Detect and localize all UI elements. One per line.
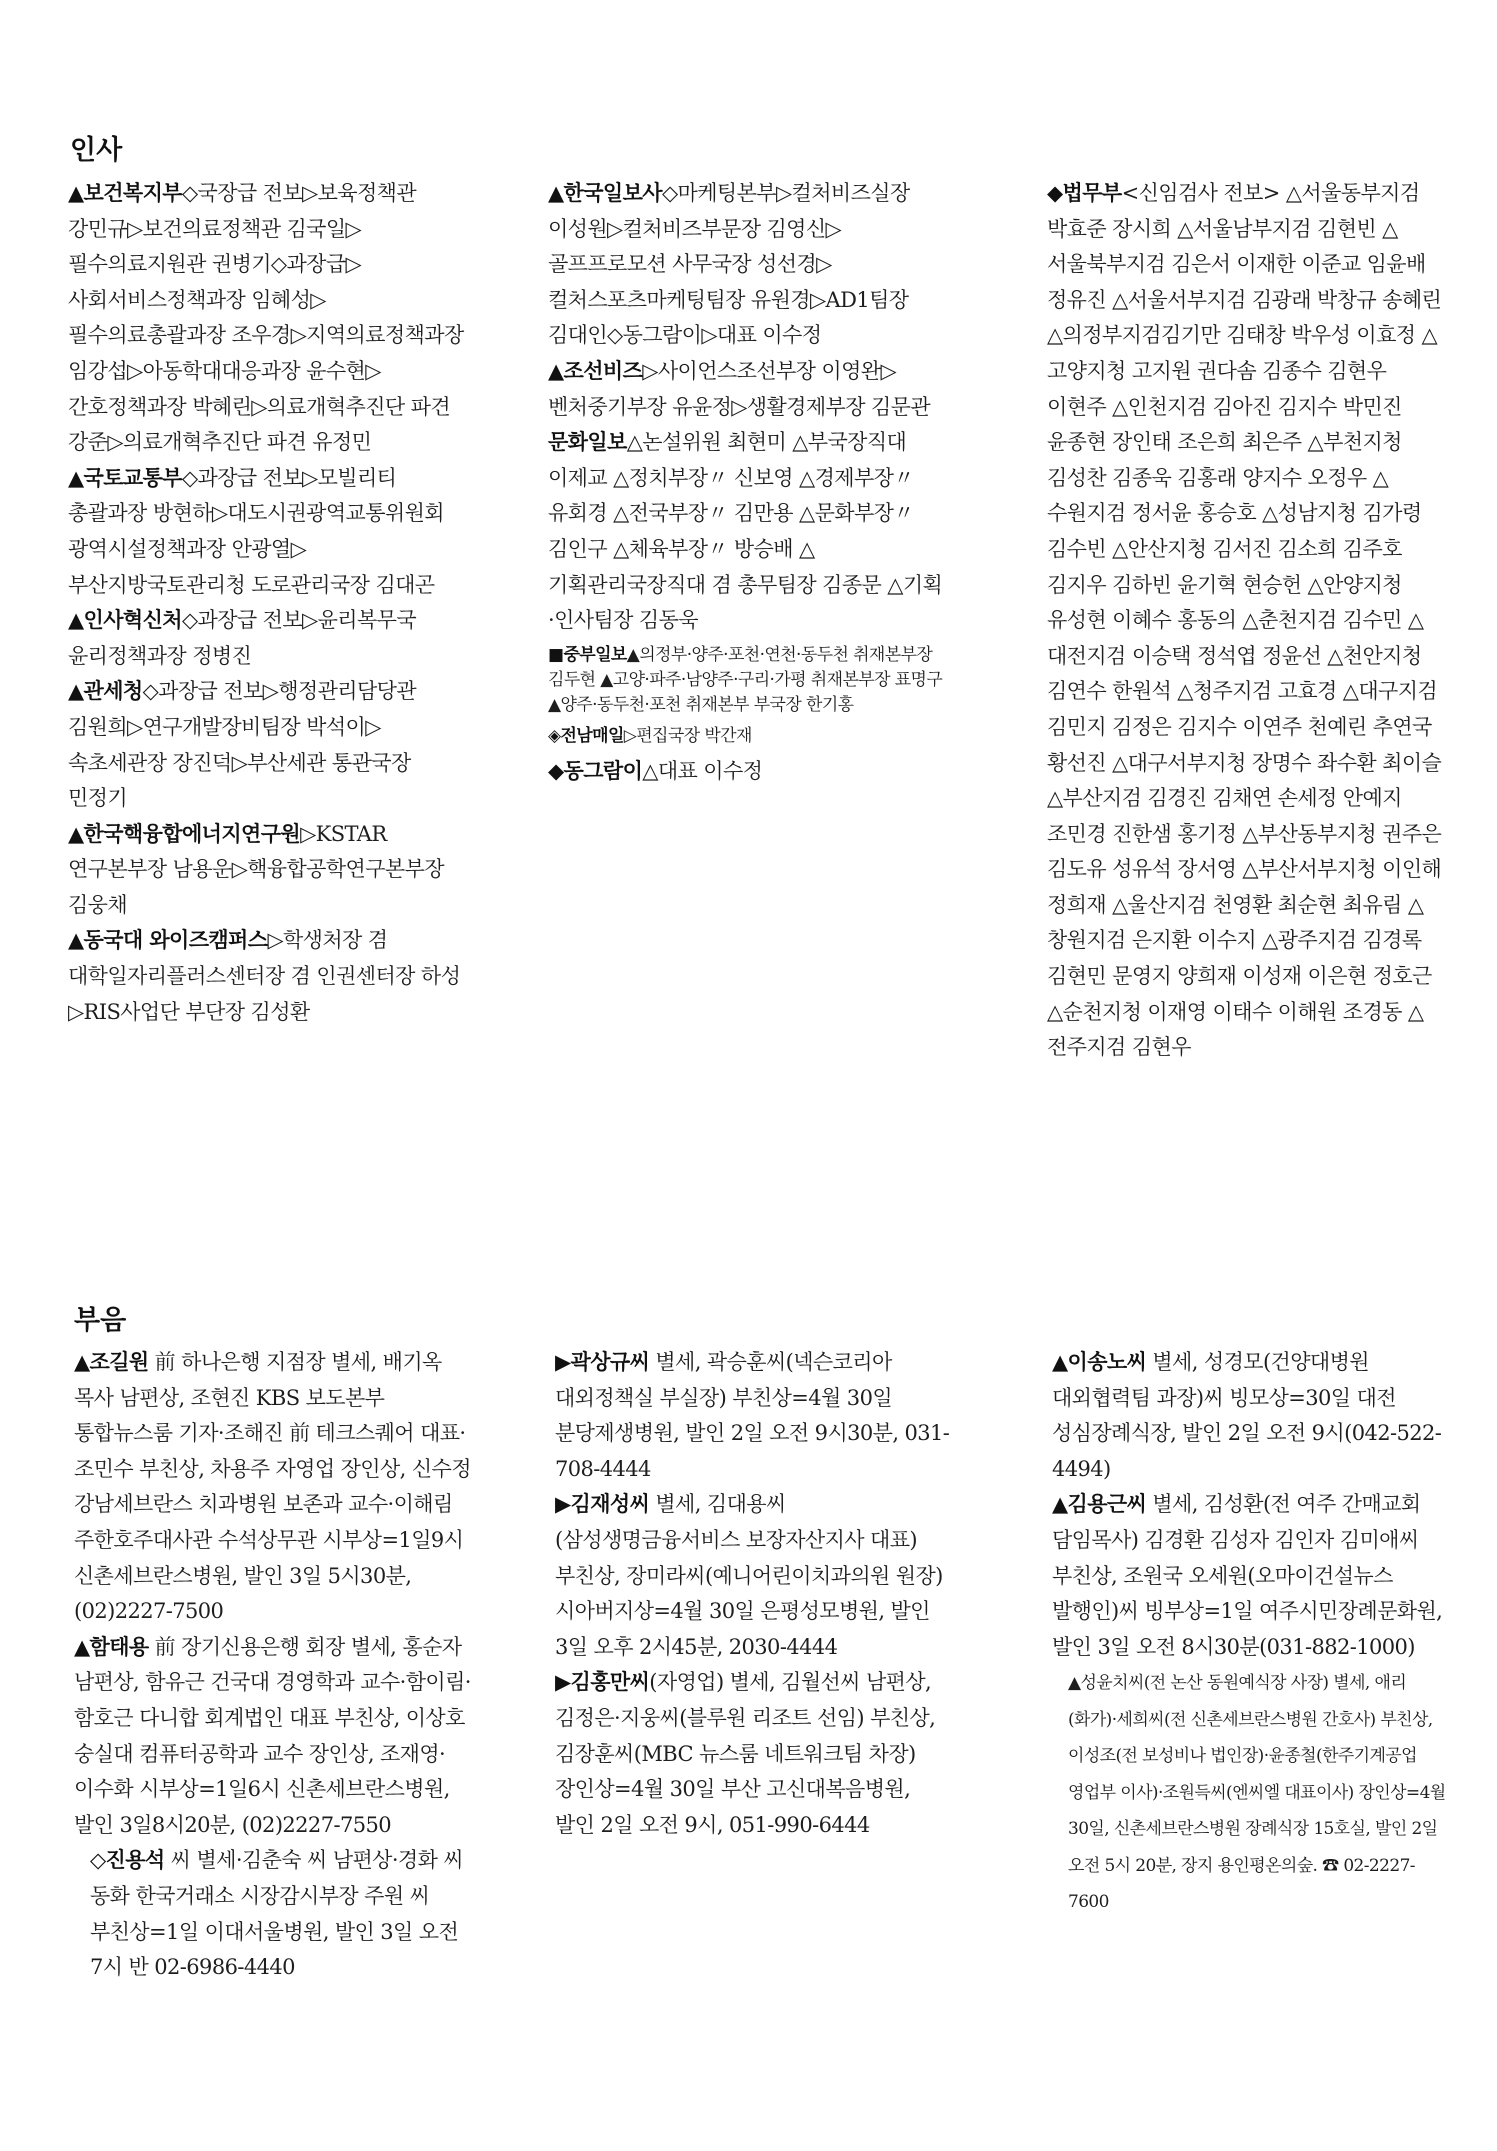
obituary-entry: ▶김재성씨 별세, 김대용씨(삼성생명금융서비스 보장자산지사 대표) 부친상, 장미라씨(예니어린이치과의원 원장) 시아버지상=4월 30일 은평성모병원, 발인 3일 오후 2시45분, 2030-4444: [555, 1492, 943, 1659]
bueum-column-3: [1052, 1345, 1454, 1921]
insa-column-3: [1047, 176, 1449, 1066]
insa-entry: ▲국토교통부◇과장급 전보▷모빌리티 총괄과장 방현하▷대도시권광역교통위원회 광역시설정책과장 안광열▷부산지방국토관리청 도로관리국장 김대곤: [68, 465, 444, 597]
insa-entry: 문화일보△논설위원 최현미 △부국장직대 이제교 △정치부장〃 신보영 △경제부장〃 유회경 △전국부장〃 김만용 △문화부장〃 김인구 △체육부장〃 방승배 △기획관리국장직대 겸 총무팀장 김종문 △기획·인사팀장 김동욱: [548, 430, 943, 633]
insa-entry: ▲관세청◇과장급 전보▷행정관리담당관 김원희▷연구개발장비팀장 박석이▷속초세관장 장진덕▷부산세관 통관국장 민정기: [68, 679, 417, 811]
insa-entry: ■중부일보▲의정부·양주·포천·연천·동두천 취재본부장 김두현 ▲고양·파주·남양주·구리·가평 취재본부장 표명구 ▲양주·동두천·포천 취재본부 부국장 한기홍: [548, 644, 943, 715]
obituary-entry: ▲성윤치씨(전 논산 동원예식장 사장) 별세, 애리(화가)·세희씨(전 신촌세브란스병원 간호사) 부친상, 이성조(전 보성비나 법인장)·윤종철(한주기계공업 영업부 이사)·조원득씨(엔씨엘 대표이사) 장인상=4월 30일, 신촌세브란스병원 장례식장 15호실, 발인 2일 오전 5시 20분, 장지 용인평온의숲. ☎ 02-2227-7600: [1068, 1673, 1446, 1913]
obituary-entry: ◇진용석 씨 별세·김춘숙 씨 남편상·경화 씨 동화 한국거래소 시장감시부장 주원 씨 부친상=1일 이대서울병원, 발인 3일 오전 7시 반 02-6986-4440: [90, 1848, 464, 1980]
insa-entry: ▲인사혁신처◇과장급 전보▷윤리복무국 윤리정책과장 정병진: [68, 608, 417, 668]
insa-entry: ◆법무부<신임검사 전보> △서울동부지검 박효준 장시희 △서울남부지검 김현빈 △서울북부지검 김은서 이재한 이준교 임윤배 정유진 △서울서부지검 김광래 박창규 송혜린 △의정부지검김기만 김태창 박우성 이효정 △고양지청 고지원 권다솜 김종수 김현우 이현주 △인천지검 김아진 김지수 박민진 윤종현 장인태 조은희 최은주 △부천지청 김성찬 김종욱 김홍래 양지수 오정우 △수원지검 정서윤 홍승호 △성남지청 김가령 김수빈 △안산지청 김서진 김소희 김주호 김지우 김하빈 윤기혁 현승헌 △안양지청 유성현 이혜수 홍동의 △춘천지검 김수민 △대전지검 이승택 정석엽 정윤선 △천안지청 김연수 한원석 △청주지검 고효경 △대구지검 김민지 김정은 김지수 이연주 천예린 추연국 황선진 △대구서부지청 장명수 좌수환 최이슬 △부산지검 김경진 김채연 손세정 안예지 조민경 진한샘 홍기정 △부산동부지청 권주은 김도유 성유석 장서영 △부산서부지청 이인해 정희재 △울산지검 천영환 최순현 최유림 △창원지검 은지환 이수지 △광주지검 김경록 김현민 문영지 양희재 이성재 이은현 정호근 △순천지청 이재영 이태수 이해원 조경동 △전주지검 김현우: [1047, 181, 1442, 1060]
insa-entry: ▲동국대 와이즈캠퍼스▷학생처장 겸 대학일자리플러스센터장 겸 인권센터장 하성▷RIS사업단 부단장 김성환: [68, 928, 461, 1024]
insa-column-2: [548, 176, 948, 790]
obituary-entry: ▲이송노씨 별세, 성경모(건양대병원 대외협력팀 과장)씨 빙모상=30일 대전 성심장례식장, 발인 2일 오전 9시(042-522-4494): [1052, 1350, 1442, 1481]
bueum-column-2: [555, 1345, 955, 1843]
obituary-entry: ▶김홍만씨(자영업) 별세, 김월선씨 남편상, 김정은·지웅씨(블루원 리조트 선임) 부친상, 김장훈씨(MBC 뉴스룸 네트워크팀 차장) 장인상=4월 30일 부산 고신대복음병원, 발인 2일 오전 9시, 051-990-6444: [555, 1670, 936, 1837]
insa-entry: ▲조선비즈▷사이언스조선부장 이영완▷벤처중기부장 유윤정▷생활경제부장 김문관: [548, 358, 931, 419]
insa-entry: ▲한국일보사◇마케팅본부▷컬처비즈실장 이성원▷컬처비즈부문장 김영신▷골프프로모션 사무국장 성선경▷컬처스포츠마케팅팀장 유원경▷AD1팀장 김대인◇동그람이▷대표 이수정: [548, 181, 910, 348]
insa-entry: ▲보건복지부◇국장급 전보▷보육정책관 강민규▷보건의료정책관 김국일▷필수의료지원관 권병기◇과장급▷사회서비스정책과장 임혜성▷필수의료총괄과장 조우경▷지역의료정책과장 임강섭▷아동학대대응과장 윤수현▷간호정책과장 박혜린▷의료개혁추진단 파견 강준▷의료개혁추진단 파견 유정민: [68, 181, 464, 455]
insa-entry: ▲한국핵융합에너지연구원▷KSTAR 연구본부장 남용운▷핵융합공학연구본부장 김웅채: [68, 821, 444, 917]
insa-column-1: [68, 176, 470, 1030]
insa-entry: ◈전남매일▷편집국장 박간재: [548, 725, 752, 746]
bueum-column-1: [74, 1345, 478, 1986]
obituary-entry: ▶곽상규씨 별세, 곽승훈씨(넥슨코리아 대외정책실 부실장) 부친상=4월 30일 분당제생병원, 발인 2일 오전 9시30분, 031-708-4444: [555, 1350, 950, 1481]
obituary-entry: ▲조길원 前 하나은행 지점장 별세, 배기옥 목사 남편상, 조현진 KBS 보도본부 통합뉴스룸 기자·조해진 前 테크스퀘어 대표·조민수 부친상, 차용주 자영업 장인상, 신수정 강남세브란스 치과병원 보존과 교수·이해림 주한호주대사관 수석상무관 시부상=1일9시 신촌세브란스병원, 발인 3일 5시30분, (02)2227-7500: [74, 1350, 471, 1624]
insa-entry: ◆동그람이△대표 이수정: [548, 759, 763, 784]
bueum-section-title: 부음: [74, 1305, 127, 1336]
insa-section-title: 인사: [70, 135, 123, 166]
obituary-entry: ▲함태용 前 장기신용은행 회장 별세, 홍순자 남편상, 함유근 건국대 경영학과 교수·함이림·함호근 다니합 회계법인 대표 부친상, 이상호 숭실대 컴퓨터공학과 교수 장인상, 조재영·이수화 시부상=1일6시 신촌세브란스병원, 발인 3일8시20분, (02)2227-7550: [74, 1634, 471, 1837]
obituary-entry: ▲김용근씨 별세, 김성환(전 여주 간매교회 담임목사) 김경환 김성자 김인자 김미애씨 부친상, 조원국 오세원(오마이건설뉴스 발행인)씨 빙부상=1일 여주시민장례문화원, 발인 3일 오전 8시30분(031-882-1000): [1052, 1492, 1443, 1659]
